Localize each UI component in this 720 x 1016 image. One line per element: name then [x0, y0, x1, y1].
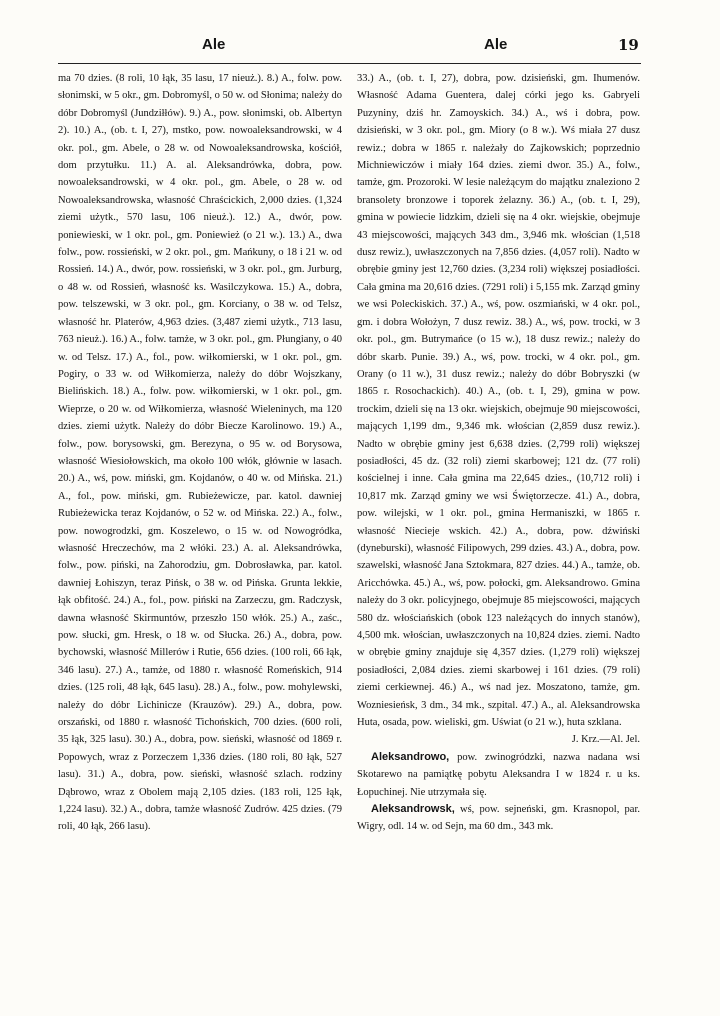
left-guide-word: Ale — [202, 36, 226, 53]
page-number: 19 — [618, 36, 639, 54]
running-header — [0, 36, 720, 58]
entry-body: pow. zwinogródzki, nazwa nadana wsi Skotarewo na pamiątkę pobytu Aleksandra I w 1824 r. u ks. Łopuchinej. Nie utrzymała się. — [357, 751, 640, 798]
entry-aleksandrowsk — [357, 801, 640, 836]
entry-body: wś, pow. sejneński, gm. Krasnopol, par. Wigry, odl. 14 w. od Sejn, ma 60 dm., 343 mk. — [357, 804, 640, 833]
header-rule — [58, 63, 641, 64]
right-column-text: 33.) A., (ob. t. I, 27), dobra, pow. dzisieński, gm. Ihumenów. Własność Adama Guentera, dalej córki jego ks. Gabryeli Puzyniny, dziś hr. Zamoyskich. 34.) A., wś i dobra, pow. dzisieński, w 3 okr. pol., gm. Miory (o 8 w.). Wś miała 27 dusz rewiz.; dobra w 1865 r. należały do Zajkowskich; poprzednio Michniewiczów i miały 164 dzies. ziemi dwor. 35.) A., folw., tamże, gm. Prozoroki. W lesie należącym do majątku znaleziono 2 bransolety bronzowe i toporek żelazny. 36.) A., (ob. t. I, 29), gmina w powiecie lidzkim, dzieli się na 4 okr. wiejskie, obejmuje 43 miejscowości, mających 343 dm., 3,946 mk. włościan (1,518 dusz rewiz.), uwłaszczonych na 7,856 dzies. (4,057 roli). Nadto w obrębie gminy jest 12,760 dzies. (3,234 roli) większej posiadłości. Cała gmina ma 20,616 dzies. (7291 roli) i 5,155 mk. Zarząd gminy we wsi Poleckiskich. 37.) A., wś, pow. oszmiański, w 4 okr. pol., gm. i dobra Wołożyn, 7 dusz rewiz. 38.) A., wś, pow. trocki, w 3 okr. pol., gm. Butrymańce (o 15 w.), 18 dusz rewiz.; należy do dóbr skarb. Punie. 39.) A., wś, pow. trocki, w 4 okr. pol., gm. Orany (o 11 w.), 31 dusz rewiz.; należy do dóbr Bobryszki (w 1865 r. Rosochackich). 40.) A., (ob. t. I, 29), gmina w pow. trockim, dzieli się na 13 okr. wiejskich, obejmuje 90 miejscowości, mających 1,199 dm., 9,346 mk. włościan (2,859 dusz rewiz.). Nadto w obrębie gminy jest 6,638 dzies. (2,799 roli) większej posiadłości, 45 dz. (32 roli) ziemi skarbowej; 121 dz. (77 roli) kościelnej i inne. Cała gmina ma 22,645 dzies., (10,712 roli) i 10,817 mk. Zarząd gminy we wsi Świętorzecze. 41.) A., dobra, pow. wilejski, w 1 okr. pol., gmina Hermaniszki, w 1865 r. własność Niecieje wskich. 42.) A., dobra, pow. dźwiński (dyneburski), własność Filipowych, 299 dzies. 43.) A., dobra, pow. szawelski, własność Jana Sztokmara, 827 dzies. 44.) A., tamże, ob. Aricchówka. 45.) A., wś, pow. połocki, gm. Aleksandrowo. Gmina należy do 3 okr. policyjnego, obejmuje 85 miejscowości, mających 580 dz. włościańskich (obok 123 należących do innych stanów), 4,500 mk. włościan, uwłaszczonych na 10,824 dzies. ziemi. Nadto w obrębie gminy znajduje się 4,357 dzies. (1,279 roli) większej posiadłości, 2,084 dzies. ziemi skarbowej i 161 dzies. (79 roli) ziemi cerkiewnej. 46.) A., wś nad jez. Moszatono, tamże, gm. Wozniesieńsk, 3 dm., 34 mk., szpital. 47.) A., al. Aleksandrowska Huta, osada, pow. wieliski, gm. Uświat (o 21 w.), huta szklana. — [357, 73, 640, 729]
entry-headword: Aleksandrowsk, — [371, 803, 455, 816]
author-signature: J. Krz.—Al. Jel. — [571, 734, 640, 746]
entry-aleksandrowo — [357, 749, 640, 801]
entry-headword: Aleksandrowo, — [371, 750, 450, 763]
right-guide-word: Ale — [484, 36, 508, 53]
left-column — [58, 70, 342, 970]
right-column — [357, 70, 640, 970]
left-column-text: ma 70 dzies. (8 roli, 10 łąk, 35 lasu, 17 nieuż.). 8.) A., folw. pow. słonimski, w 5 okr., gm. Dobromyśl, o 50 w. od Słonima; należy do dóbr Dobromyśl (Jundziłłów). 9.) A., pow. słonimski, ob. Albertyn 2). 10.) A., (ob. t. I, 27), mstko, pow. nowoaleksandrowski, w 4 okr. pol., gm. Abele, o 28 w. od Nowoaleksandrowska, kościół, dom przytułku. 11.) A. al. Aleksandrówka, dobra, pow. nowoaleksandrowski, w 4 okr. pol., gm. Abele, o 28 w. od Nowoaleksandrowska, własność Chraścickich, 2,000 dzies. (1,324 ziemi użytk., 570 lasu, 106 nieuż.). 12.) A., dwór, pow. poniewieski, w 1 okr. pol., gm. Poniewież (o 21 w.). 13.) A., dwa folw., pow. rossieński, w 2 okr. pol., gm. Mańkuny, o 18 i 21 w. od Rossień. 14.) A., dwór, pow. rossieński, w 3 okr. pol., gm. Jurburg, o 48 w. od Rossień, własność ks. Wasilczykowa. 15.) A., dobra, pow. telszewski, w 3 okr. pol., gm. Korciany, o 38 w. od Telsz, własność hr. Platerów, 4,963 dzies. (3,487 ziemi użytk., 713 lasu, 763 nieuż.). 16.) A., folw. tamże, w 3 okr. pol., gm. Płungiany, o 40 w. od Telsz. 17.) A., fol., pow. wiłkomierski, w 1 okr. pol., gm. Pogiry, o 33 w. od Wiłkomierza, należy do dóbr Wojszkany, Bielińskich. 18.) A., folw. pow. wiłkomierski, w 1 okr. pol., gm. Wieprze, o 20 w. od Wiłkomierza, własność Wieleninych, ma 120 dzies. ziemi użytk. Należy do dóbr Biecze Karolinowo. 19.) A., folw., pow. borysowski, gm. Berezyna, o 95 w. od Borysowa, własność Wiesiołowskich, ma około 100 włók, głównie w lasach. 20.) A., wś, pow. miński, gm. Kojdanów, o 40 w. od Mińska. 21.) A., fol., pow. miński, gm. Rubieżewicze, par. katol. dawniej Rubieżewicka teraz Kojdanów, o 52 w. od Mińska. 22.) A., folw., pow. nowogrodzki, gm. Koszelewo, o 15 w. od Nowogródka, własność Hreczechów, ma 2 włóki. 23.) A. al. Aleksandrówka, folw., pow. piński, na Zahorodziu, gm. Dobrosławka, par. katol. dawniej Łohiszyn, teraz Pińsk, o 38 w. od Pińska. Grunta lekkie, łąk obfitość. 24.) A., fol., pow. piński na Zarzeczu, gm. Radczysk, dawna własność Skirmuntów, przeszło 150 włók. 25.) A., zaśc., pow. słucki, gm. Hresk, o 18 w. od Słucka. 26.) A., dobra, pow. bychowski, własność Millerów i Rutie, 656 dzies. (100 roli, 66 łąk, 346 lasu). 27.) A., tamże, od 1880 r. własność Romeńskich, 914 dzies. (125 roli, 48 łąk, 645 lasu). 28.) A., folw., pow. mohylewski, należy do dóbr Lichinicze (Krauzów). 29.) A., dobra, pow. orszański, od 1880 r. własność Tichońskich, 700 dzies. (600 roli, 35 łąk, 325 lasu). 30.) A., dobra, pow. sieński, własność od 1869 r. Popowych, wraz z Porzeczem 1,336 dzies. (180 roli, 80 łąk, 527 lasu). 31.) A., dobra, pow. sieński, własność szlach. rodziny Dąbrowo, wraz z Obolem mają 2,105 dzies. (183 roli, 125 łąk, 1,224 lasu). 32.) A., dobra, tamże własność Zudrów. 425 dzies. (79 roli, 40 łąk, 266 lasu). — [58, 73, 342, 833]
